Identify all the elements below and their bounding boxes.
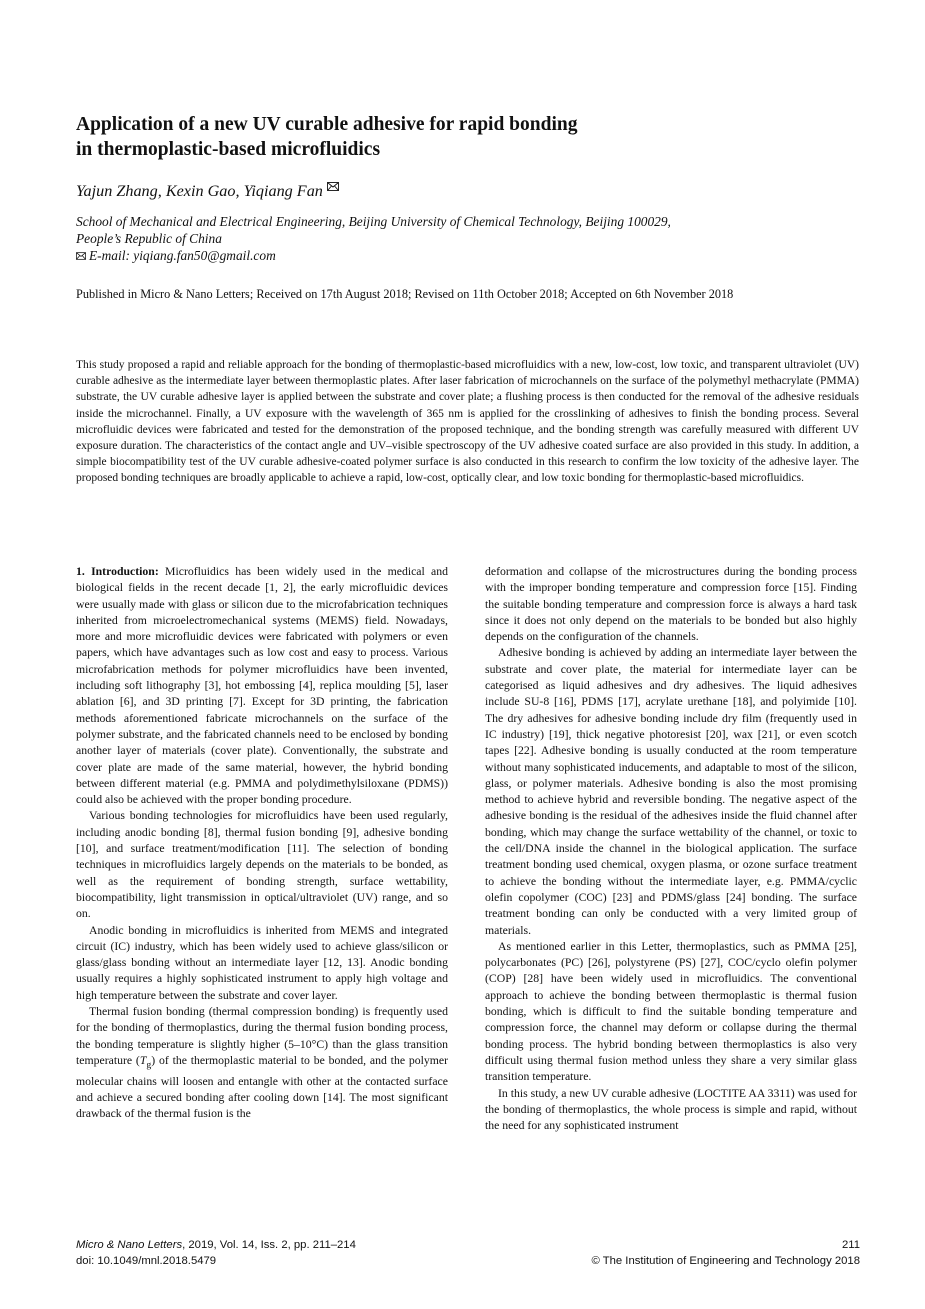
affiliation-line-1: School of Mechanical and Electrical Engineering, Beijing University of Chemical Technology, Beijing 100029, (76, 214, 671, 229)
footer-right (591, 1237, 860, 1269)
intro-text-4a: Thermal fusion bonding (thermal compression bonding) is frequently used for the bonding of thermoplastics, during the thermal fusion bonding process, the bonding temperature is slightly higher (5–10°C) than the glass transition temperature ( (76, 1005, 448, 1067)
intro-paragraph-2: Various bonding technologies for microfluidics have been used regularly, including anodic bonding [8], thermal fusion bonding [9], adhesive bonding [10], and surface treatment/modification [11]. The selection of bonding techniques in microfluidics largely depends on the materials to be bonded, as well as the requirement of bonding strength, surface wettability, biocompatibility, light transmission in optical/ultraviolet (UV) range, and so on. (76, 809, 448, 921)
intro-paragraph-8: In this study, a new UV curable adhesive (LOCTITE AA 3311) was used for the bonding of thermoplastics, the whole process is simple and rapid, without the need for any sophisticated instrument (485, 1086, 857, 1133)
envelope-icon (76, 252, 86, 260)
tg-subscript: g (146, 1059, 152, 1071)
intro-paragraph-1 (76, 564, 448, 808)
doi[interactable]: doi: 10.1049/mnl.2018.5479 (76, 1255, 217, 1267)
email-address[interactable]: E-mail: yiqiang.fan50@gmail.com (89, 247, 276, 263)
section-heading: 1. Introduction: (76, 565, 159, 578)
intro-paragraph-3: Anodic bonding in microfluidics is inherited from MEMS and integrated circuit (IC) industry, which has been widely used to achieve glass/silicon or glass/glass bonding without an intermediate layer [12, 13]. Anodic bonding usually requires a highly sophisticated instrument to apply high voltage and high temperature between the substrate and cover layer. (76, 923, 448, 1002)
author-names: Yajun Zhang, Kexin Gao, Yiqiang Fan (76, 182, 323, 200)
affiliation (76, 214, 856, 264)
abstract: This study proposed a rapid and reliable approach for the bonding of thermoplastic-based microfluidics with a new, low-cost, low toxic, and transparent ultraviolet (UV) curable adhesive as the intermediate layer between thermoplastic plates. After laser fabrication of microchannels on the surface of the polymethyl methacrylate (PMMA) substrate, the UV curable adhesive layer is applied between the substrate and cover plate; a flushing process is then conducted for the removal of the adhesive residuals inside the microchannel. Finally, a UV exposure with the wavelength of 365 nm is applied for the crosslinking of adhesives to finish the bonding process. Several microfluidic devices were fabricated and tested for the demonstration of the proposed technique, and the bonding strength was carefully measured with different UV exposure duration. The characteristics of the contact angle and UV–visible spectroscopy of the UV adhesive coated surface are also provided in this study. In addition, a simple biocompatibility test of the UV curable adhesive-coated polymer surface is also conducted in this research to confirm the low toxicity of the adhesive layer. The proposed bonding techniques are broadly applicable to achieve a rapid, low-cost, optically clear, and low toxic bonding for thermoplastic-based microfluidics. (76, 359, 859, 485)
citation-line (76, 1237, 356, 1253)
intro-paragraph-6: Adhesive bonding is achieved by adding an intermediate layer between the substrate and cover plate, the material for intermediate layer can be categorised as liquid adhesives and dry adhesives. The liquid adhesives include SU-8 [16], PDMS [17], acrylate urethane [18], and polyimide [10]. The dry adhesives for adhesive bonding include dry film (frequently used in IC industry) [19], thick negative photoresist [20], wax [21], or even scotch tapes [22]. Adhesive bonding is usually conducted at the room temperature without many sophisticated inducements, and adaptable to most of the silicon, glass, or polymer materials. Adhesive bonding is also the most promising method to achieve hybrid and reversible bonding. The negative aspect of the adhesive bonding is the residual of the adhesives inside the fluid channel after bonding, which may change the surface wettability of the channel, or toxic to the cell/DNA inside the channel in the biological application. The surface treatment bonding used chemical, oxygen plasma, or ozone surface treatment to achieve the bonding without the intermediate layer, e.g. PMMA/cyclic olefin copolymer (COC) [23] and PDMS/glass [24] bonding. The surface treatment bonding can only be conducted with a very limited group of materials. (485, 646, 857, 937)
email-line (76, 248, 856, 265)
right-column (485, 564, 857, 1134)
envelope-icon (327, 182, 339, 191)
intro-paragraph-7: As mentioned earlier in this Letter, thermoplastics, such as PMMA [25], polycarbonates (PC) [26], polystyrene (PS) [27], COC/cyclo olefin polymer (COP) [28] have been widely used in microfluidics. The conventional approach to achieve the bonding between thermoplastic is thermal fusion bonding, which is difficult to find the suitable bonding temperature and compression force, the channel may deform or collapse during the thermal bonding process. The hybrid bonding between thermoplastics is also very difficult using thermal fusion method unless they share a very similar glass transition temperature. (485, 939, 857, 1084)
publication-info: Published in Micro & Nano Letters; Received on 17th August 2018; Revised on 11th October 2018; Accepted on 6th November 2018 (76, 287, 734, 301)
copyright: © The Institution of Engineering and Technology 2018 (591, 1255, 860, 1267)
volume-info: , 2019, Vol. 14, Iss. 2, pp. 211–214 (182, 1239, 356, 1251)
tg-symbol: T (139, 1053, 147, 1067)
title-line-2: in thermoplastic-based microfluidics (76, 139, 381, 160)
intro-paragraph-5: deformation and collapse of the microstructures during the bonding process with the improper bonding temperature and compression force [15]. Finding the suitable bonding temperature and compression force is always a hard task since it does not only depend on the materials to be bonded but also highly depends on the configuration of the channels. (485, 565, 857, 644)
paper-title (76, 112, 776, 162)
left-column (76, 564, 448, 1122)
journal-name: Micro & Nano Letters (76, 1239, 183, 1251)
author-list (76, 181, 339, 201)
intro-text-1: Microfluidics has been widely used in the medical and biological fields in the recent decade [1, 2], the early microfluidic devices were usually made with glass or silicon due to the microfabrication techniques inherited from microelectromechanical systems (MEMS) field. Nowadays, more and more microfluidic devices were fabricated with polymers or even papers, which have advantages such as low cost and easy to process. Various microfabrication methods for polymer microfluidics have been invented, including soft lithography [3], hot embossing [4], replica moulding [5], laser ablation [6], and 3D printing [7]. Except for 3D printing, the fabrication methods aforementioned fabricate microchannels on the surface of the polymer substrate, and the fabricated channels need to be enclosed by bonding another layer of materials (cover plate). Conventionally, the substrate and cover plate are made of the same material, however, the hybrid bonding between different material (e.g. PMMA and polydimethylsiloxane (PDMS)) could also be achieved with the proper bonding procedure. (76, 565, 448, 807)
page-number: 211 (841, 1239, 860, 1251)
intro-text-4b: ) of the thermoplastic material to be bonded, and the polymer molecular chains will loosen and entangle with other at the contacted surface and achieve a secured bonding after cooling down [14]. The most significant drawback of the thermal fusion is the (76, 1053, 448, 1121)
footer-citation (76, 1237, 356, 1269)
title-line-1: Application of a new UV curable adhesive for rapid bonding (76, 114, 578, 135)
affiliation-line-2: People’s Republic of China (76, 230, 222, 246)
intro-paragraph-4 (76, 1004, 448, 1122)
